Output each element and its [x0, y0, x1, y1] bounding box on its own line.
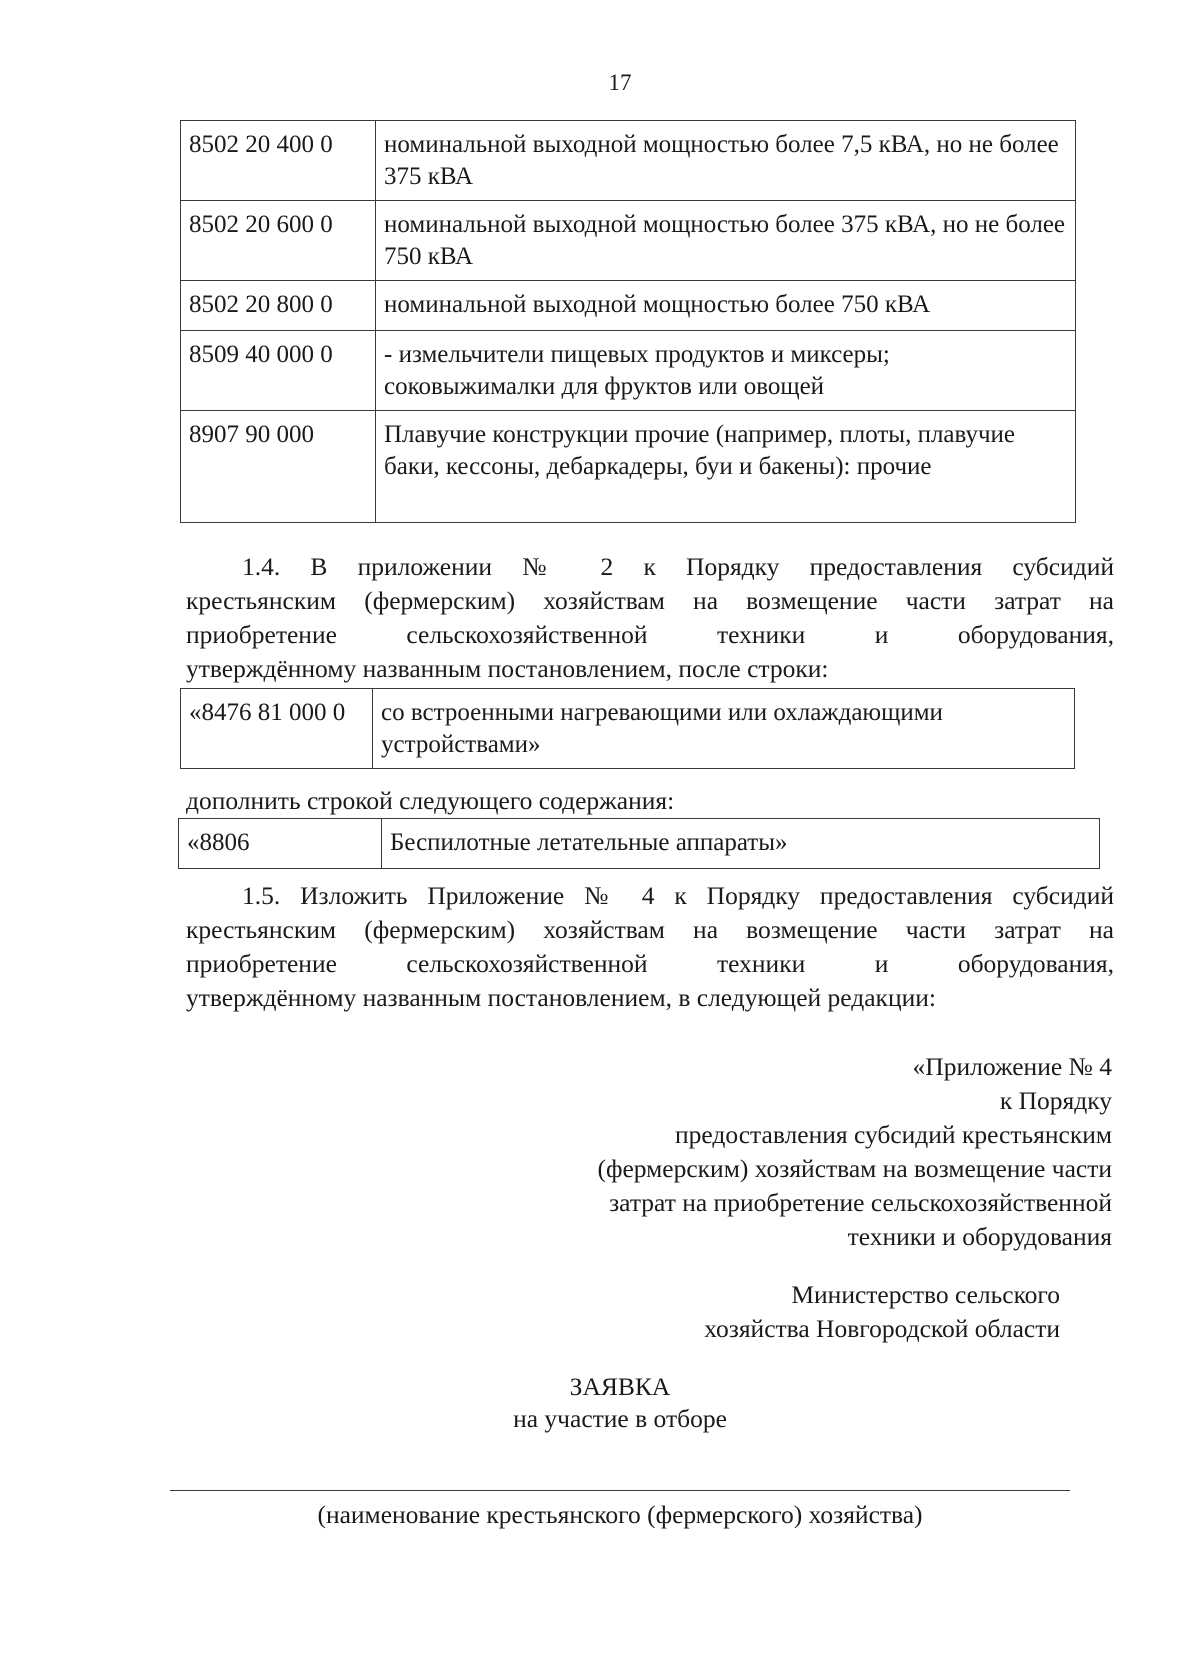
- paragraph-line: 1.5. Изложить Приложение № 4 к Порядку предоставления субсидий: [242, 881, 1114, 910]
- description-cell: - измельчители пищевых продуктов и миксеры; соковыжималки для фруктов или овощей: [376, 331, 1076, 411]
- application-title: ЗАЯВКА: [569, 1372, 671, 1401]
- table-row: [181, 201, 1076, 281]
- description-cell: Плавучие конструкции прочие (например, плоты, плавучие баки, кессоны, дебаркадеры, буи и бакены): прочие: [376, 411, 1076, 523]
- ministry-line: Министерство сельского: [791, 1280, 1060, 1309]
- new-row-table: [178, 818, 1100, 869]
- application-subtitle: на участие в отборе: [513, 1404, 727, 1433]
- appendix-line: предоставления субсидий крестьянским: [675, 1120, 1112, 1149]
- codes-table: [180, 120, 1076, 523]
- appendix-line: к Порядку: [999, 1086, 1112, 1115]
- existing-row-table: [180, 688, 1075, 769]
- code-cell: 8502 20 400 0: [181, 121, 376, 201]
- appendix-line: затрат на приобретение сельскохозяйственной: [609, 1188, 1112, 1217]
- table-row: [181, 689, 1075, 769]
- add-row-text: дополнить строкой следующего содержания:: [186, 786, 675, 815]
- paragraph-line: крестьянским (фермерским) хозяйствам на возмещение части затрат на: [186, 586, 1114, 615]
- page-number: 17: [608, 70, 632, 95]
- description-cell: номинальной выходной мощностью более 375 кВА, но не более 750 кВА: [376, 201, 1076, 281]
- description-cell: номинальной выходной мощностью более 750 кВА: [376, 281, 1076, 331]
- blank-fill-line: [170, 1490, 1070, 1491]
- description-cell: Беспилотные летательные аппараты»: [382, 819, 1100, 869]
- table-row: [181, 411, 1076, 523]
- ministry-addressee: [704, 1278, 1060, 1346]
- appendix-line: «Приложение № 4: [912, 1052, 1112, 1081]
- paragraph-line: крестьянским (фермерским) хозяйствам на возмещение части затрат на: [186, 915, 1114, 944]
- paragraph-line: приобретение сельскохозяйственной техники и оборудования,: [186, 949, 1114, 978]
- table-row: [179, 819, 1100, 869]
- appendix-line: (фермерским) хозяйствам на возмещение части: [597, 1154, 1112, 1183]
- table-row: [181, 121, 1076, 201]
- paragraph-1-4: [186, 550, 1114, 686]
- code-cell: 8502 20 600 0: [181, 201, 376, 281]
- table-row: [181, 331, 1076, 411]
- appendix-heading: [597, 1050, 1112, 1254]
- description-cell: со встроенными нагревающими или охлаждающими устройствами»: [373, 689, 1075, 769]
- paragraph-line: утверждённому названным постановлением, после строки:: [186, 654, 829, 683]
- appendix-line: техники и оборудования: [847, 1222, 1112, 1251]
- blank-caption: (наименование крестьянского (фермерского) хозяйства): [317, 1500, 923, 1529]
- code-cell: 8509 40 000 0: [181, 331, 376, 411]
- code-cell: «8476 81 000 0: [181, 689, 373, 769]
- code-cell: «8806: [179, 819, 382, 869]
- table-row: [181, 281, 1076, 331]
- description-cell: номинальной выходной мощностью более 7,5 кВА, но не более 375 кВА: [376, 121, 1076, 201]
- paragraph-1-5: [186, 879, 1114, 1015]
- paragraph-line: приобретение сельскохозяйственной техники и оборудования,: [186, 620, 1114, 649]
- paragraph-line: 1.4. В приложении № 2 к Порядку предоставления субсидий: [242, 552, 1114, 581]
- code-cell: 8502 20 800 0: [181, 281, 376, 331]
- code-cell: 8907 90 000: [181, 411, 376, 523]
- paragraph-line: утверждённому названным постановлением, в следующей редакции:: [186, 983, 936, 1012]
- ministry-line: хозяйства Новгородской области: [704, 1314, 1060, 1343]
